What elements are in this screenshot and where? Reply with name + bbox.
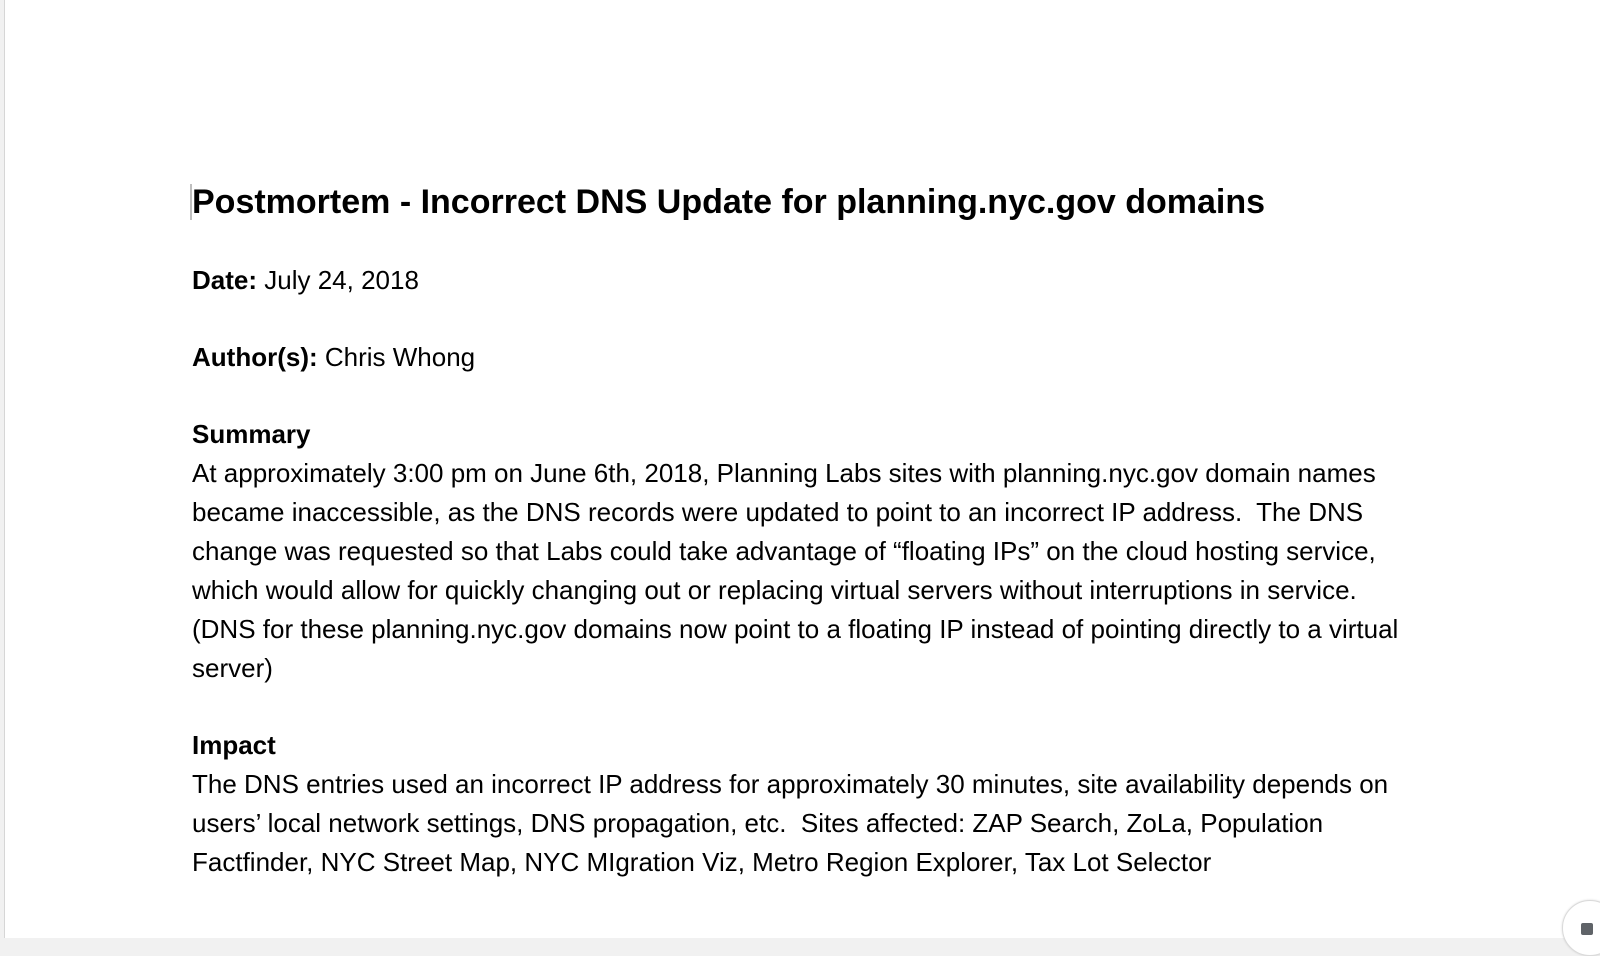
date-line (192, 261, 1422, 300)
document-title-text: Postmortem - Incorrect DNS Update for planning.nyc.gov domains (192, 183, 1266, 221)
author-label: Author(s): (192, 342, 318, 372)
summary-heading: Summary (192, 419, 311, 449)
impact-paragraph: The DNS entries used an incorrect IP address for approximately 30 minutes, site availability depends on users’ local network settings, DNS propagation, etc. Sites affected: ZAP Search, ZoLa, Population Factfinder, NYC Street Map, NYC MIgration Viz, Metro Region Explorer, Tax Lot Selector (192, 769, 1396, 877)
author-line (192, 338, 1422, 377)
date-value: July 24, 2018 (257, 265, 419, 295)
summary-paragraph: At approximately 3:00 pm on June 6th, 2018, Planning Labs sites with planning.nyc.gov domain names became inaccessible, as the DNS records were updated to point to an incorrect IP address. The DNS change was requested so that Labs could take advantage of “floating IPs” on the cloud hosting service, which would allow for quickly changing out or replacing virtual servers without interruptions in service. (DNS for these planning.nyc.gov domains now point to a floating IP instead of pointing directly to a virtual server) (192, 458, 1406, 683)
document-body[interactable] (192, 178, 1422, 882)
document-page (4, 0, 1600, 938)
author-value: Chris Whong (317, 342, 476, 372)
explore-icon (1581, 923, 1593, 935)
text-cursor (190, 184, 192, 220)
impact-heading: Impact (192, 730, 276, 760)
date-label: Date: (192, 265, 258, 295)
document-title[interactable] (192, 178, 1422, 226)
explore-button[interactable] (1562, 900, 1600, 956)
